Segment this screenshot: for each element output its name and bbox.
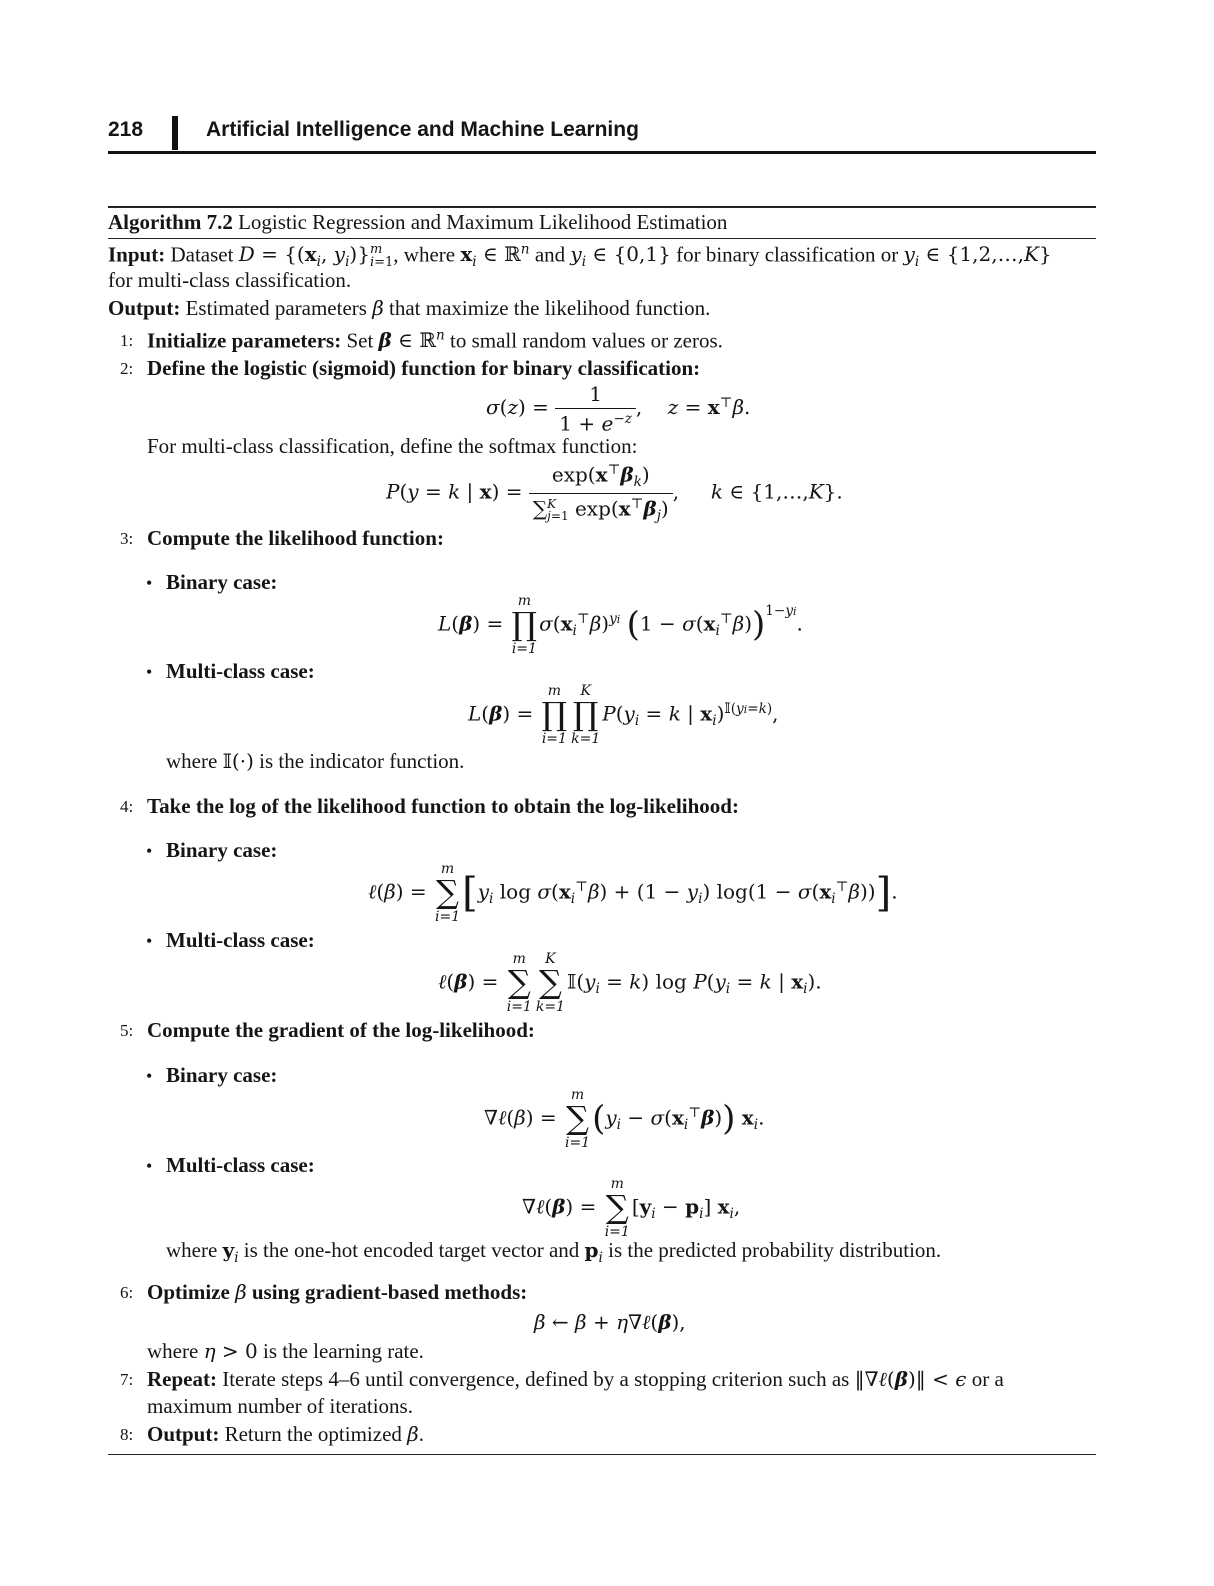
algorithm-bottom-rule: [108, 1454, 1096, 1455]
step-7-number: 7:: [120, 1370, 134, 1389]
output-line: [108, 296, 710, 321]
indicator-note: [166, 749, 464, 774]
input-line-2: for multi-class classification.: [108, 268, 352, 292]
input-text-d: for binary classification or: [676, 242, 899, 267]
page-number: 218: [108, 118, 144, 141]
step-8-text: Return the optimized: [224, 1422, 402, 1446]
step-8: Output: Return the optimized β.: [147, 1422, 424, 1446]
bullet-icon: •: [146, 1156, 153, 1176]
p-vector: $p_i$: [584, 1238, 603, 1266]
indicator-note-b: is the indicator function.: [259, 749, 465, 773]
multiclass-case-label: Multi-class case:: [166, 928, 315, 952]
step-7: [147, 1367, 1004, 1392]
gradient-note-b: is the one-hot encoded target vector and: [243, 1238, 580, 1262]
loglik-multi-formula: ℓ(β) = m ∑ i=1 K ∑ k=1 $𝕀(y_i = k)$ $\log P(y_i = k$ | $x_i$).: [438, 951, 822, 1015]
step-3-label: Compute the likelihood function:: [147, 526, 444, 550]
bullet-icon: •: [146, 662, 153, 682]
header-bar: [172, 116, 178, 150]
stopping-criterion: ‖∇ℓ(β)‖ < ϵ: [854, 1367, 967, 1391]
bullet-icon: •: [146, 1066, 153, 1086]
gradient-note-a: where: [166, 1238, 218, 1262]
softmax-formula: P(y = k | x) = $\exp(x^⊤\beta_k)$ ∑ K j=1 $\exp(x^⊤\beta_j)$ , k ∈ {1,…,K}.: [386, 462, 843, 524]
beta-symbol: β: [407, 1422, 419, 1446]
step-1-text-b: to small random values or zeros.: [449, 328, 723, 353]
beta-domain: β ∈ ℝ$^n$: [378, 328, 445, 353]
binary-case-label: Binary case:: [166, 838, 278, 862]
step-7-label: Repeat:: [147, 1367, 217, 1391]
algorithm-label: Algorithm 7.2: [108, 210, 233, 234]
update-rule-formula: β ← β + η∇ℓ(β),: [534, 1310, 686, 1334]
bullet-icon: •: [146, 841, 153, 861]
step-6-label-b: using gradient-based methods:: [251, 1280, 528, 1304]
bullet-icon: •: [146, 573, 153, 593]
step-6: [147, 1280, 527, 1305]
step-7-text-b: or a: [971, 1367, 1004, 1391]
softmax-intro: For multi-class classification, define the softmax function:: [147, 434, 638, 458]
gradient-binary-formula: ∇ℓ(β) = m ∑ i=1 $(y_i - \sigma(x_i^⊤\beta))$ $x_i$.: [484, 1087, 765, 1151]
input-label: Input:: [108, 242, 166, 267]
likelihood-multi-formula: L(β) = m ∏ i=1 K ∏ k=1 $P(y_i = k$ | $x_i)^{𝕀(yi=k)}$,: [468, 683, 779, 747]
step-1: [147, 328, 723, 354]
step-4-number: 4:: [120, 797, 134, 816]
y-vector: $y_i$: [222, 1238, 239, 1266]
step-8-number: 8:: [120, 1425, 134, 1444]
eta-condition: η > 0: [203, 1339, 258, 1363]
indicator-symbol: 𝕀(·): [222, 749, 254, 773]
algorithm-top-rule: [108, 206, 1096, 208]
step-5-number: 5:: [120, 1021, 134, 1040]
input-text-a: Dataset: [170, 242, 234, 267]
step-7-text-a: Iterate steps 4–6 until convergence, defined by a stopping criterion such as: [222, 1367, 850, 1391]
beta-symbol: β: [235, 1280, 247, 1304]
algorithm-title: Logistic Regression and Maximum Likelihood Estimation: [238, 210, 728, 234]
indicator-note-a: where: [166, 749, 218, 773]
step-7-line-2: maximum number of iterations.: [147, 1394, 413, 1418]
step-6-number: 6:: [120, 1283, 134, 1302]
learning-rate-note: [147, 1339, 424, 1364]
binary-case-label: Binary case:: [166, 1063, 278, 1087]
input-line: [108, 242, 1052, 271]
algorithm-caption: [108, 210, 727, 235]
header-rule: [108, 151, 1096, 154]
y-binary-domain: $y_i$ ∈ {0,1}: [570, 242, 671, 271]
learning-rate-note-b: is the learning rate.: [263, 1339, 424, 1363]
gradient-note-c: is the predicted probability distribution.: [608, 1238, 942, 1262]
step-1-number: 1:: [120, 331, 134, 350]
multiclass-case-label: Multi-class case:: [166, 659, 315, 683]
sigmoid-formula: σ(z) = $\frac{1}{1 + e^{-z}}$ , z = x⊤β.: [486, 382, 751, 436]
gradient-multi-formula: ∇ℓ(β) = m ∑ i=1 $[y_i - p_i]$ $x_i$,: [522, 1176, 741, 1240]
likelihood-binary-formula: L(β) = m ∏ i=1 $\sigma(x_i^⊤\beta)^{yi}$ $(1 - \sigma(x_i^⊤\beta))^{1-yi}$.: [438, 593, 803, 657]
step-8-label: Output:: [147, 1422, 220, 1446]
step-6-label-a: Optimize: [147, 1280, 230, 1304]
step-3-number: 3:: [120, 529, 134, 548]
y-multi-domain: $y_i$ ∈ {1,2,…,K}: [903, 242, 1052, 271]
algorithm-caption-rule: [108, 238, 1096, 239]
binary-case-label: Binary case:: [166, 570, 278, 594]
multiclass-case-label: Multi-class case:: [166, 1153, 315, 1177]
input-text-c: and: [534, 242, 566, 267]
x-domain: $x_i$ ∈ ℝ$^n$: [460, 242, 530, 271]
output-text-b: that maximize the likelihood function.: [389, 296, 711, 320]
loglik-binary-formula: ℓ(β) = m ∑ i=1 [$y_i$ $\log \sigma(x_i^⊤\beta) + (1 - y_i) \log(1 - \sigma(x_i^⊤\beta))$].: [368, 861, 898, 925]
learning-rate-note-a: where: [147, 1339, 199, 1363]
dataset-formula: $D = \{(x_i$, $y_i$)} m i=1: [238, 241, 394, 271]
step-1-text-a: Set: [346, 328, 374, 353]
input-text-b: , where: [393, 242, 456, 267]
step-5-label: Compute the gradient of the log-likelihood:: [147, 1018, 535, 1042]
output-text-a: Estimated parameters: [185, 296, 367, 320]
book-title: Artificial Intelligence and Machine Learning: [206, 118, 639, 141]
bullet-icon: •: [146, 931, 153, 951]
step-2-label: Define the logistic (sigmoid) function for binary classification:: [147, 356, 701, 380]
step-4-label: Take the log of the likelihood function to obtain the log-likelihood:: [147, 794, 739, 818]
step-1-label: Initialize parameters:: [147, 328, 342, 353]
beta-symbol: β: [372, 296, 384, 320]
gradient-note: [166, 1238, 941, 1266]
step-2-number: 2:: [120, 359, 134, 378]
output-label: Output:: [108, 296, 181, 320]
